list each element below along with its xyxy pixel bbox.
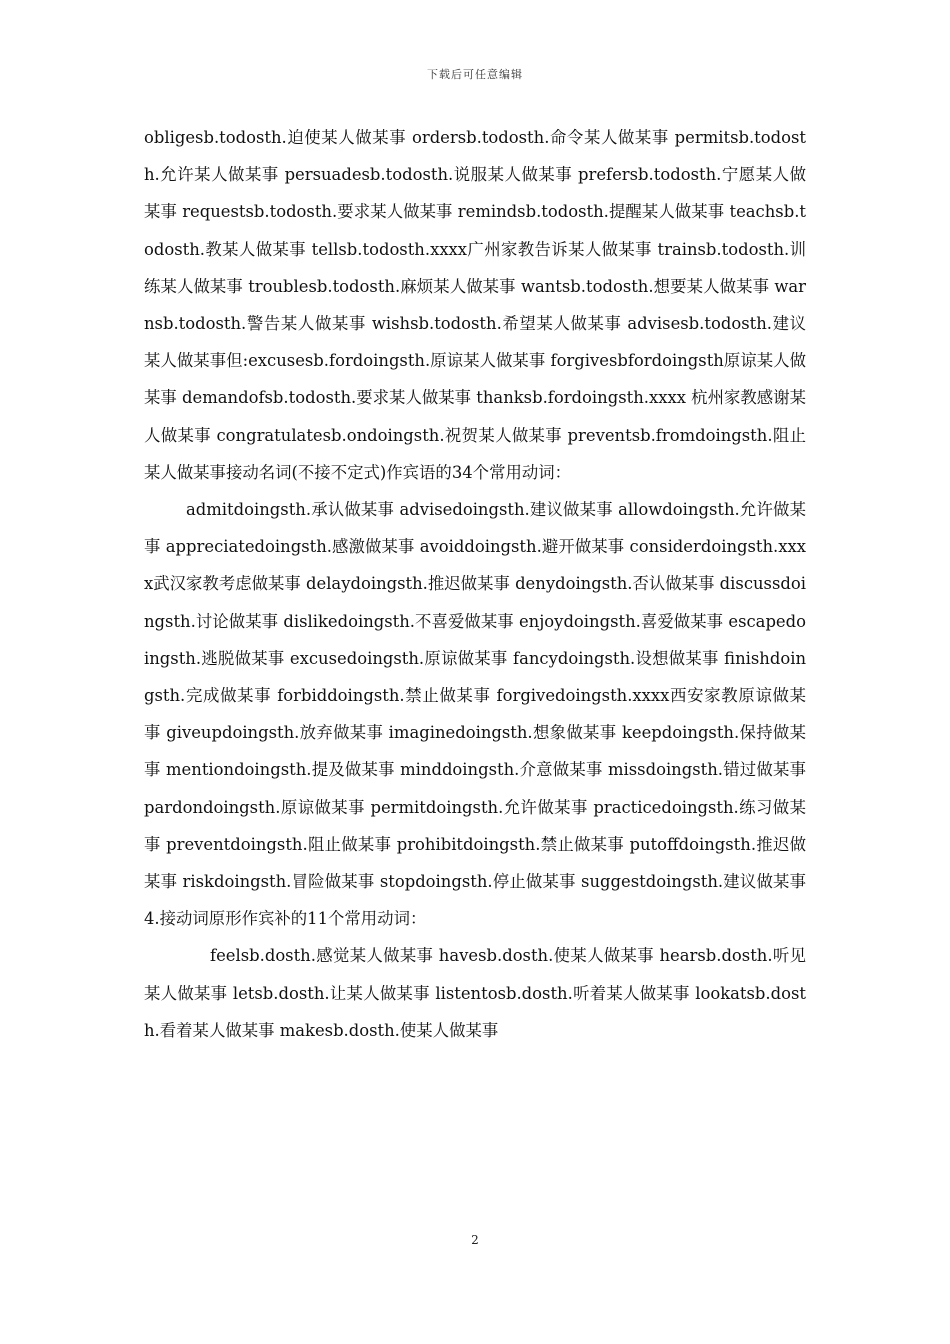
document-body: [144, 119, 806, 1049]
page-number: 2: [471, 1233, 479, 1247]
paragraph-infinitive-verbs: obligesb.todosth.迫使某人做某事 ordersb.todosth.命令某人做某事 permitsb.todosth.允许某人做某事 persuadesb.todosth.说服某人做某事 prefersb.todosth.宁愿某人做某事 requestsb.todosth.要求某人做某事 remindsb.todosth.提醒某人做某事 teachsb.todosth.教某人做某事 tellsb.todosth.xxxx广州家教告诉某人做某事 trainsb.todosth.训练某人做某事 troublesb.todosth.麻烦某人做某事 wantsb.todosth.想要某人做某事 warnsb.todosth.警告某人做某事 wishsb.todosth.希望某人做某事 advisesb.todosth.建议某人做某事但:excusesb.fordoingsth.原谅某人做某事 forgivesbfordoingsth原谅某人做某事 demandofsb.todosth.要求某人做某事 thanksb.fordoingsth.xxxx 杭州家教感谢某人做某事 congratulatesb.ondoingsth.祝贺某人做某事 preventsb.fromdoingsth.阻止某人做某事接动名词(不接不定式)作宾语的34个常用动词：: [144, 128, 806, 482]
paragraph-bare-infinitive-verbs: feelsb.dosth.感觉某人做某事 havesb.dosth.使某人做某事 hearsb.dosth.听见某人做某事 letsb.dosth.让某人做某事 listentosb.dosth.听着某人做某事 lookatsb.dosth.看着某人做某事 makesb.dosth.使某人做某事: [144, 946, 806, 1040]
paragraph-gerund-verbs: admitdoingsth.承认做某事 advisedoingsth.建议做某事 allowdoingsth.允许做某事 appreciatedoingsth.感激做某事 avoiddoingsth.避开做某事 considerdoingsth.xxxx武汉家教考虑做某事 delaydoingsth.推迟做某事 denydoingsth.否认做某事 discussdoingsth.讨论做某事 dislikedoingsth.不喜爱做某事 enjoydoingsth.喜爱做某事 escapedoingsth.逃脱做某事 excusedoingsth.原谅做某事 fancydoingsth.设想做某事 finishdoingsth.完成做某事 forbiddoingsth.禁止做某事 forgivedoingsth.xxxx西安家教原谅做某事 giveupdoingsth.放弃做某事 imaginedoingsth.想象做某事 keepdoingsth.保持做某事 mentiondoingsth.提及做某事 minddoingsth.介意做某事 missdoingsth.错过做某事 pardondoingsth.原谅做某事 permitdoingsth.允许做某事 practicedoingsth.练习做某事 preventdoingsth.阻止做某事 prohibitdoingsth.禁止做某事 putoffdoingsth.推迟做某事 riskdoingsth.冒险做某事 stopdoingsth.停止做某事 suggestdoingsth.建议做某事4.接动词原形作宾补的11个常用动词：: [144, 500, 806, 929]
page-header: 下载后可任意编辑: [427, 68, 523, 81]
